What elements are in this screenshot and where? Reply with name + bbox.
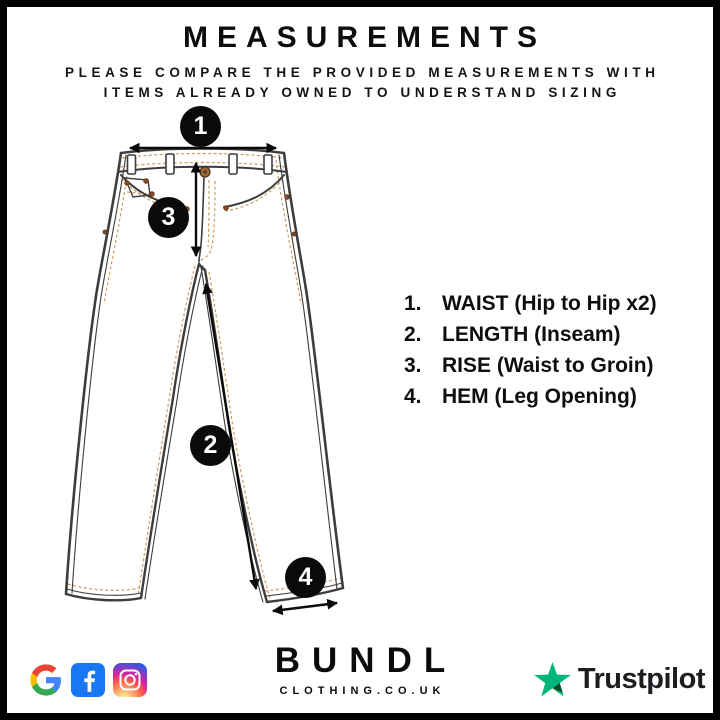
jeans-diagram: [55, 100, 395, 640]
list-item-hem: [404, 381, 657, 412]
marker-hem: [285, 557, 326, 598]
marker-waist-number: 1: [193, 112, 208, 140]
list-item-rise-label: RISE (Waist to Groin): [442, 354, 654, 377]
measurement-list: [404, 288, 657, 412]
list-item-waist-label: WAIST (Hip to Hip x2): [442, 292, 657, 315]
list-item-waist: [404, 288, 657, 319]
list-item-rise-number: 3.: [404, 354, 422, 377]
list-item-waist-number: 1.: [404, 292, 422, 315]
page-subtitle: [0, 63, 720, 102]
list-item-length-number: 2.: [404, 323, 422, 346]
marker-length: [190, 425, 231, 466]
trustpilot-label: Trustpilot: [577, 663, 705, 695]
marker-waist: [180, 106, 221, 147]
marker-hem-number: 4: [298, 563, 313, 591]
trustpilot-star-icon: [534, 662, 571, 697]
jeans-outline: [66, 149, 343, 603]
marker-length-number: 2: [203, 431, 218, 459]
marker-rise-number: 3: [161, 203, 176, 231]
jeans-button-rivets: [103, 167, 296, 236]
list-item-length: [404, 319, 657, 350]
subtitle-line-2: ITEMS ALREADY OWNED TO UNDERSTAND SIZING: [103, 84, 621, 100]
page-title: MEASUREMENTS: [182, 21, 546, 54]
hem-arrow: [273, 603, 337, 611]
marker-rise: [148, 197, 189, 238]
brand-domain: CLOTHING.CO.UK: [279, 685, 446, 697]
list-item-hem-label: HEM (Leg Opening): [442, 385, 637, 408]
list-item-rise: [404, 350, 657, 381]
header: [0, 21, 720, 102]
subtitle-line-1: PLEASE COMPARE THE PROVIDED MEASUREMENTS WITH: [65, 65, 660, 80]
brand-name: BUNDL: [274, 641, 458, 680]
list-item-hem-number: 4.: [404, 385, 422, 408]
trustpilot-logo: [534, 662, 705, 697]
list-item-length-label: LENGTH (Inseam): [442, 323, 621, 346]
